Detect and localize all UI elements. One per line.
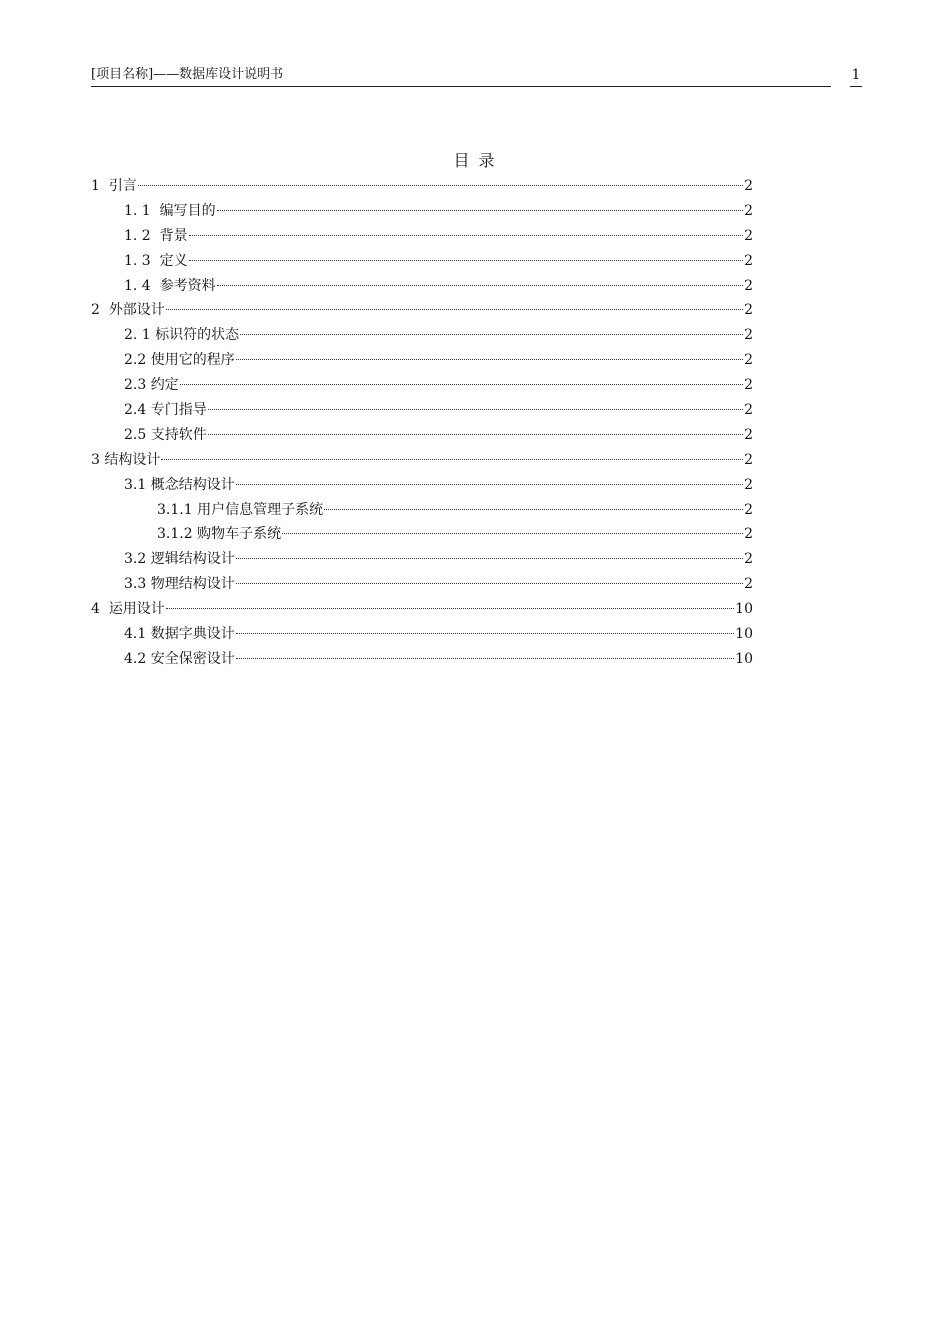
toc-dot-leader — [236, 633, 734, 634]
toc-dot-leader — [180, 384, 743, 385]
toc-entry-page: 2 — [744, 426, 753, 443]
toc-entry-title: 结构设计 — [104, 451, 161, 468]
toc-entry-title: 参考资料 — [159, 277, 216, 294]
toc-entry-1[interactable] — [91, 176, 753, 201]
toc-entry-title: 引言 — [108, 178, 137, 194]
toc-entry-number: 4 — [91, 601, 109, 618]
toc-entry-2-2[interactable] — [91, 350, 753, 375]
toc-dot-leader — [236, 583, 743, 584]
toc-entry-page: 2 — [744, 501, 753, 518]
toc-entry-page: 2 — [744, 476, 753, 493]
toc-entry-title: 使用它的程序 — [150, 352, 235, 369]
toc-entry-page: 2 — [744, 451, 753, 468]
toc-entry-4-1[interactable] — [91, 624, 753, 649]
toc-entry-number: 3.1.1 — [157, 501, 198, 518]
toc-entry-number: 2. 1 — [124, 327, 156, 344]
toc-entry-number: 1. 1 — [124, 202, 160, 219]
toc-entry-title: 数据字典设计 — [150, 626, 235, 643]
toc-entry-2-4[interactable] — [91, 400, 753, 425]
toc-entry-page: 2 — [744, 277, 753, 294]
toc-dot-leader — [208, 409, 743, 410]
toc-entry-2-1[interactable] — [91, 325, 753, 350]
toc-entry-3[interactable] — [91, 450, 753, 475]
toc-entry-4[interactable] — [91, 599, 753, 624]
toc-entry-page: 2 — [744, 178, 753, 194]
toc-entry-3-2[interactable] — [91, 549, 753, 574]
toc-dot-leader — [166, 309, 743, 310]
toc-entry-number: 3.1 — [124, 476, 151, 493]
toc-dot-leader — [189, 235, 743, 236]
toc-entry-3-3[interactable] — [91, 574, 753, 599]
toc-entry-page: 2 — [744, 327, 753, 344]
table-of-contents — [91, 176, 753, 674]
toc-entry-number: 2.5 — [124, 426, 151, 443]
toc-entry-number: 2.3 — [124, 377, 151, 394]
toc-dot-leader — [324, 509, 743, 510]
toc-entry-3-1-2[interactable] — [91, 524, 753, 549]
toc-entry-title: 专门指导 — [150, 402, 207, 419]
toc-entry-title: 外部设计 — [108, 302, 165, 319]
toc-entry-title: 物理结构设计 — [150, 576, 235, 593]
toc-entry-number: 3.2 — [124, 551, 151, 568]
page-number: 1 — [850, 66, 862, 87]
toc-entry-number: 3.3 — [124, 576, 151, 593]
toc-entry-1-3[interactable] — [91, 251, 753, 276]
toc-entry-3-1[interactable] — [91, 475, 753, 500]
toc-entry-page: 10 — [735, 650, 753, 667]
toc-entry-2[interactable] — [91, 300, 753, 325]
toc-entry-title: 标识符的状态 — [155, 327, 240, 344]
toc-entry-number: 2 — [91, 302, 109, 319]
toc-entry-title: 支持软件 — [150, 426, 207, 443]
toc-dot-leader — [217, 285, 743, 286]
toc-entry-number: 4.2 — [124, 650, 151, 667]
toc-entry-title: 购物车子系统 — [197, 526, 282, 543]
toc-dot-leader — [208, 434, 743, 435]
toc-dot-leader — [236, 658, 734, 659]
toc-entry-page: 2 — [744, 377, 753, 394]
toc-entry-title: 逻辑结构设计 — [150, 551, 235, 568]
toc-title: 目 录 — [453, 151, 497, 170]
toc-entry-number: 3.1.2 — [157, 526, 198, 543]
toc-entry-1-1[interactable] — [91, 201, 753, 226]
toc-entry-2-3[interactable] — [91, 375, 753, 400]
toc-entry-number: 4.1 — [124, 626, 151, 643]
toc-dot-leader — [161, 459, 743, 460]
toc-dot-leader — [138, 185, 743, 186]
toc-entry-page: 10 — [735, 601, 753, 618]
document-title: [项目名称]——数据库设计说明书 — [91, 67, 284, 82]
toc-entry-page: 2 — [744, 402, 753, 419]
toc-entry-page: 2 — [744, 252, 753, 269]
toc-entry-number: 1. 2 — [124, 227, 160, 244]
toc-entry-page: 2 — [744, 526, 753, 543]
toc-entry-page: 2 — [744, 227, 753, 244]
toc-entry-page: 2 — [744, 576, 753, 593]
toc-dot-leader — [166, 608, 734, 609]
toc-entry-page: 10 — [735, 626, 753, 643]
toc-entry-number: 2.2 — [124, 352, 151, 369]
toc-entry-number: 1 — [91, 178, 109, 194]
toc-entry-3-1-1[interactable] — [91, 500, 753, 525]
toc-entry-number: 1. 4 — [124, 277, 160, 294]
toc-dot-leader — [282, 533, 743, 534]
toc-entry-title: 安全保密设计 — [150, 650, 235, 667]
toc-entry-title: 用户信息管理子系统 — [197, 501, 324, 518]
toc-entry-title: 约定 — [150, 377, 179, 394]
toc-dot-leader — [240, 334, 743, 335]
toc-entry-title: 背景 — [159, 227, 188, 244]
toc-entry-4-2[interactable] — [91, 649, 753, 674]
toc-entry-1-4[interactable] — [91, 276, 753, 301]
toc-entry-2-5[interactable] — [91, 425, 753, 450]
toc-dot-leader — [236, 558, 743, 559]
toc-entry-title: 概念结构设计 — [150, 476, 235, 493]
toc-entry-page: 2 — [744, 352, 753, 369]
toc-entry-page: 2 — [744, 202, 753, 219]
toc-entry-number: 3 — [91, 451, 105, 468]
page-header — [91, 66, 831, 87]
toc-entry-title: 定义 — [159, 252, 188, 269]
toc-dot-leader — [217, 210, 743, 211]
toc-dot-leader — [236, 359, 743, 360]
toc-entry-number: 2.4 — [124, 402, 151, 419]
toc-dot-leader — [236, 484, 743, 485]
toc-dot-leader — [189, 260, 743, 261]
toc-entry-title: 运用设计 — [108, 601, 165, 618]
toc-entry-page: 2 — [744, 302, 753, 319]
toc-entry-page: 2 — [744, 551, 753, 568]
toc-entry-number: 1. 3 — [124, 252, 160, 269]
toc-entry-title: 编写目的 — [159, 202, 216, 219]
toc-entry-1-2[interactable] — [91, 226, 753, 251]
